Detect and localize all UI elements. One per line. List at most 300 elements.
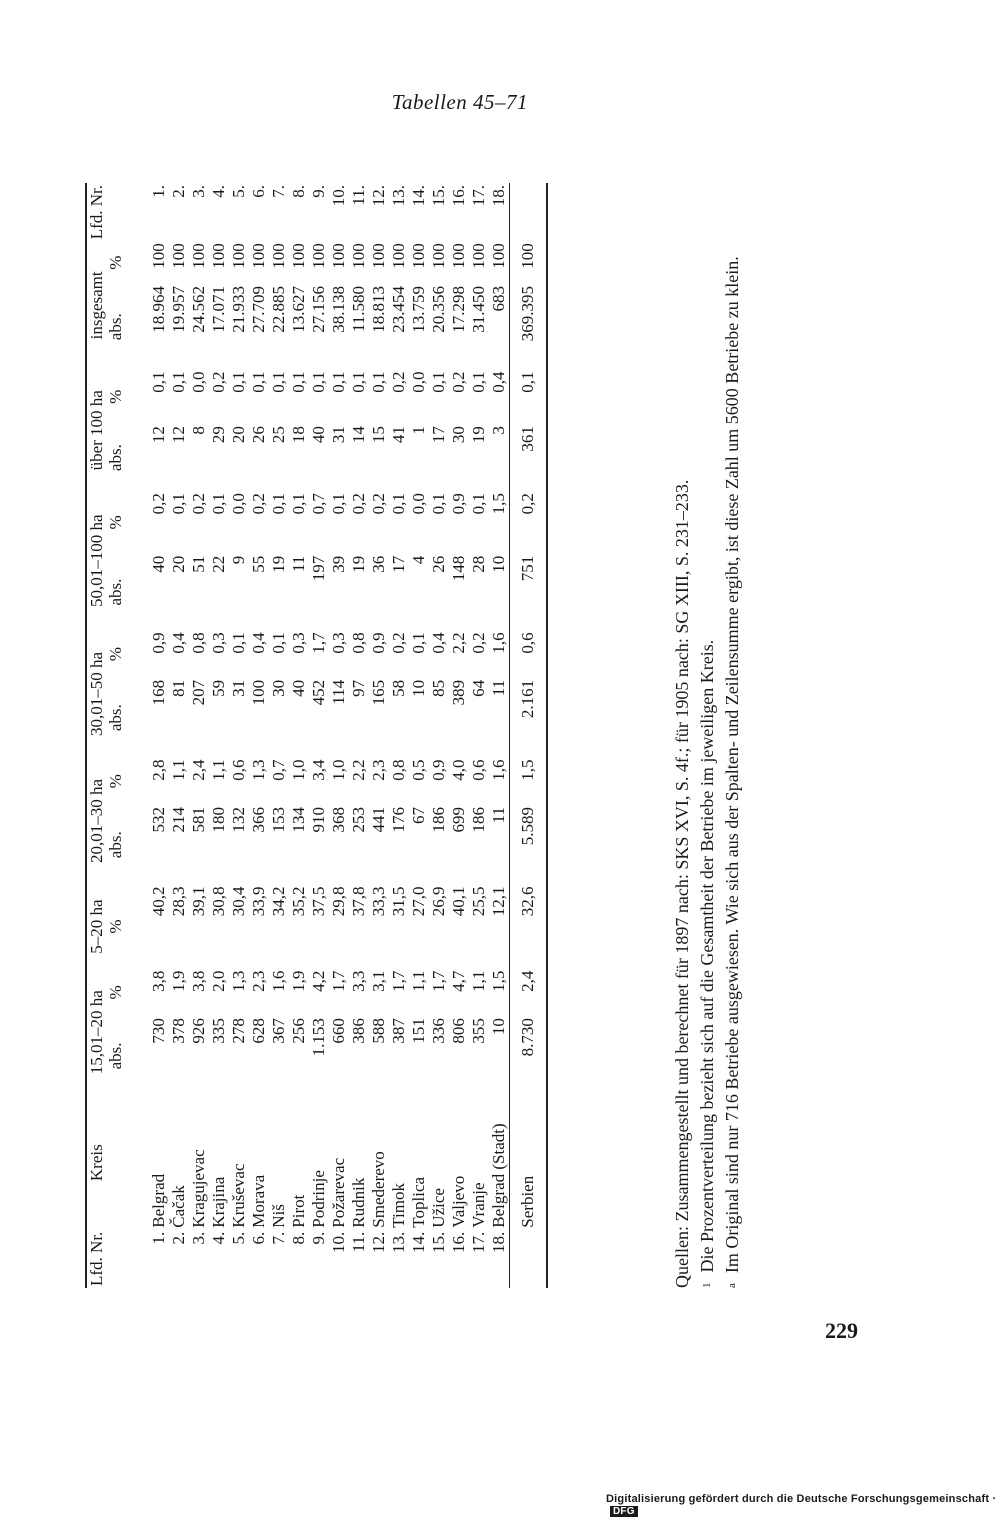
row-cell: 3,1	[369, 970, 388, 992]
row-cell: 29	[209, 426, 228, 444]
row-cell: 3,4	[309, 759, 328, 781]
row-cell: 85	[429, 679, 448, 697]
row-cell: 40	[289, 679, 308, 697]
row-cell: 256	[289, 1018, 308, 1044]
row-cell: 27,0	[409, 886, 428, 917]
row-cell: 0,1	[409, 632, 428, 654]
row-cell: 0,5	[409, 759, 428, 781]
row-cell: 368	[329, 806, 348, 833]
row-cell: 28	[469, 555, 488, 573]
row-cell: 1,0	[329, 759, 348, 781]
row-cell: 1,6	[489, 632, 508, 654]
row-cell: 0,6	[469, 759, 488, 781]
row-cell: 452	[309, 679, 328, 706]
row-cell: 10	[409, 679, 428, 697]
page-number: 229	[825, 1318, 858, 1343]
table-row	[389, 183, 409, 1288]
row-cell: 1,5	[489, 970, 508, 992]
row-kreis-name: Toplica	[409, 1176, 428, 1228]
row-cell: 0,1	[469, 493, 488, 515]
row-cell: 0,9	[369, 632, 388, 654]
page-header-title: Tabellen 45–71	[391, 90, 528, 114]
row-cell: 0,0	[229, 493, 248, 515]
row-cell: 31	[329, 426, 348, 444]
row-number: 12.	[369, 1231, 388, 1253]
row-number: 10.	[329, 1231, 348, 1253]
row-cell: 30	[269, 679, 288, 697]
row-kreis-name: Niš	[269, 1204, 288, 1228]
header-sub: abs.	[106, 1042, 125, 1070]
total-cell: 100	[510, 241, 548, 284]
row-cell: 168	[149, 679, 168, 706]
row-number-right: 12.	[369, 185, 388, 207]
row-cell: 0,1	[329, 493, 348, 515]
header-group-4: 30,01–50 ha	[87, 651, 106, 736]
total-cell: 751	[510, 554, 548, 631]
row-cell: 0,2	[449, 371, 468, 393]
footnote-a-marker: a	[726, 1283, 738, 1288]
header-lfd-nr: Lfd. Nr.	[87, 1231, 106, 1286]
row-cell: 0,4	[249, 632, 268, 654]
row-cell: 100	[229, 243, 248, 269]
row-cell: 100	[189, 243, 208, 269]
total-cell: 32,6	[510, 885, 548, 969]
row-cell: 1,6	[489, 759, 508, 781]
row-cell: 197	[309, 555, 328, 582]
footnote-a	[720, 183, 745, 1288]
row-number-right: 18.	[489, 185, 508, 207]
row-cell: 0,2	[209, 371, 228, 393]
sources-note: Quellen: Zusammengestellt und berechnet für 1897 nach: SKS XVI, S. 4f.; für 1905 nach: SG XIII, S. 231–233.	[672, 479, 692, 1288]
row-cell: 31	[229, 679, 248, 697]
row-cell: 3,8	[189, 970, 208, 992]
row-cell: 441	[369, 806, 388, 833]
row-cell: 25,5	[469, 886, 488, 917]
row-cell: 532	[149, 806, 168, 833]
header-lfd-nr-right: Lfd. Nr.	[87, 185, 106, 240]
row-cell: 11	[489, 679, 508, 697]
row-cell: 1,7	[429, 970, 448, 992]
footnote-1	[695, 183, 720, 1288]
row-cell: 11	[489, 806, 508, 824]
table-row	[249, 183, 269, 1288]
row-number-right: 10.	[329, 185, 348, 207]
row-cell: 1,1	[469, 970, 488, 992]
row-cell: 40	[309, 426, 328, 444]
row-number-right: 17.	[469, 185, 488, 207]
row-cell: 17	[429, 426, 448, 444]
row-cell: 12,1	[489, 886, 508, 917]
table-row	[189, 183, 209, 1288]
row-cell: 35,2	[289, 886, 308, 917]
row-cell: 30,8	[209, 886, 228, 917]
row-cell: 176	[389, 806, 408, 833]
row-number: 2.	[169, 1231, 188, 1245]
dfg-footer	[606, 1493, 1000, 1517]
row-cell: 29,8	[329, 886, 348, 917]
header-sub: abs.	[106, 444, 125, 472]
row-number-right: 7.	[269, 185, 288, 198]
row-cell: 97	[349, 679, 368, 697]
row-number-right: 14.	[409, 185, 428, 207]
row-cell: 37,5	[309, 886, 328, 917]
total-cell: 5.589	[510, 805, 548, 885]
row-cell: 11	[289, 555, 308, 573]
row-cell: 1,5	[489, 493, 508, 515]
row-cell: 58	[389, 679, 408, 697]
row-cell: 378	[169, 1018, 188, 1044]
row-cell: 0,2	[189, 493, 208, 515]
row-cell: 33,3	[369, 886, 388, 917]
row-cell: 100	[169, 243, 188, 269]
row-kreis-name: Čačak	[169, 1185, 188, 1228]
row-cell: 1,3	[229, 970, 248, 992]
row-cell: 0,1	[229, 371, 248, 393]
row-cell: 39	[329, 555, 348, 573]
row-cell: 0,2	[389, 371, 408, 393]
row-cell: 33,9	[249, 886, 268, 917]
row-cell: 27.709	[249, 285, 268, 333]
row-cell: 699	[449, 806, 468, 833]
row-cell: 926	[189, 1018, 208, 1044]
row-cell: 21.933	[229, 285, 248, 333]
row-cell: 0,1	[289, 371, 308, 393]
row-cell: 0,0	[409, 493, 428, 515]
row-cell: 0,8	[189, 632, 208, 654]
row-cell: 0,1	[469, 371, 488, 393]
row-number-right: 4.	[209, 185, 228, 198]
row-number: 4.	[209, 1231, 228, 1245]
row-cell: 30	[449, 426, 468, 444]
row-cell: 910	[309, 806, 328, 833]
row-number-right: 9.	[309, 185, 328, 198]
row-cell: 100	[269, 243, 288, 269]
row-cell: 132	[229, 806, 248, 833]
row-cell: 15	[369, 426, 388, 444]
table-row	[229, 183, 249, 1288]
row-cell: 0,3	[329, 632, 348, 654]
row-cell: 100	[489, 243, 508, 269]
row-number: 9.	[309, 1231, 328, 1245]
row-kreis-name: Pirot	[289, 1194, 308, 1228]
row-cell: 1	[409, 426, 428, 435]
row-kreis-name: Morava	[249, 1174, 268, 1228]
total-cell: 1,5	[510, 757, 548, 805]
row-cell: 0,8	[349, 632, 368, 654]
row-cell: 0,1	[429, 493, 448, 515]
row-cell: 24.562	[189, 285, 208, 333]
table-row	[269, 183, 289, 1288]
total-cell: 2,4	[510, 969, 548, 1017]
row-cell: 0,1	[169, 371, 188, 393]
row-cell: 366	[249, 806, 268, 833]
row-cell: 1,3	[249, 759, 268, 781]
row-cell: 1,9	[289, 970, 308, 992]
row-cell: 0,1	[229, 632, 248, 654]
row-cell: 0,7	[269, 759, 288, 781]
row-cell: 11.580	[349, 285, 368, 333]
footnote-1-marker: 1	[701, 1282, 713, 1288]
row-cell: 0,4	[169, 632, 188, 654]
row-cell: 20	[229, 426, 248, 444]
row-cell: 23.454	[389, 285, 408, 333]
row-cell: 3,3	[349, 970, 368, 992]
row-cell: 36	[369, 555, 388, 573]
row-cell: 0,3	[289, 632, 308, 654]
row-cell: 100	[249, 679, 268, 706]
row-cell: 100	[209, 243, 228, 269]
row-cell: 0,9	[449, 493, 468, 515]
row-cell: 40,1	[449, 886, 468, 917]
row-cell: 19	[349, 555, 368, 573]
table-row	[209, 183, 229, 1288]
row-number: 7.	[269, 1231, 288, 1245]
row-cell: 100	[149, 243, 168, 269]
row-cell: 2,2	[449, 632, 468, 654]
row-number: 3.	[189, 1231, 208, 1245]
row-cell: 367	[269, 1018, 288, 1044]
row-cell: 100	[429, 243, 448, 269]
row-cell: 336	[429, 1018, 448, 1044]
footnote-a-text: Im Original sind nur 716 Betriebe ausgewiesen. Wie sich aus der Spalten- und Zeilensumme ergibt, ist diese Zahl um 5600 Betriebe zu klein.	[722, 256, 742, 1274]
rotated-page-content	[85, 183, 742, 1288]
data-table	[85, 183, 548, 1288]
row-number-right: 6.	[249, 185, 268, 198]
row-cell: 0,1	[209, 493, 228, 515]
row-cell: 0,6	[229, 759, 248, 781]
row-cell: 151	[409, 1018, 428, 1044]
row-cell: 0,1	[369, 371, 388, 393]
row-kreis-name: Belgrad (Stadt)	[489, 1123, 508, 1228]
row-cell: 660	[329, 1018, 348, 1044]
row-cell: 165	[369, 679, 388, 706]
row-cell: 64	[469, 679, 488, 697]
row-cell: 253	[349, 806, 368, 833]
row-cell: 0,2	[249, 493, 268, 515]
row-cell: 0,1	[269, 371, 288, 393]
row-cell: 0,9	[149, 632, 168, 654]
row-kreis-name: Timok	[389, 1182, 408, 1228]
row-cell: 25	[269, 426, 288, 444]
row-cell: 683	[489, 285, 508, 312]
total-blank	[510, 1230, 548, 1288]
row-cell: 30,4	[229, 886, 248, 917]
row-cell: 20	[169, 555, 188, 573]
row-number-right: 2.	[169, 185, 188, 198]
header-group-6: über 100 ha	[87, 390, 106, 471]
row-cell: 1,1	[209, 759, 228, 781]
row-number-right: 1.	[149, 185, 168, 198]
row-cell: 13.627	[289, 285, 308, 333]
total-cell: 0,6	[510, 630, 548, 678]
row-cell: 0,1	[429, 371, 448, 393]
row-cell: 12	[149, 426, 168, 444]
row-cell: 0,0	[189, 371, 208, 393]
row-cell: 67	[409, 806, 428, 824]
row-number-right: 11.	[349, 185, 368, 206]
row-cell: 2,4	[189, 759, 208, 781]
row-cell: 134	[289, 806, 308, 833]
row-cell: 100	[309, 243, 328, 269]
row-cell: 4	[409, 555, 428, 565]
header-sub: %	[106, 985, 125, 1000]
row-number-right: 3.	[189, 185, 208, 198]
row-cell: 55	[249, 555, 268, 573]
row-cell: 26	[249, 426, 268, 444]
row-cell: 100	[289, 243, 308, 269]
row-cell: 9	[229, 555, 248, 565]
row-cell: 4,7	[449, 970, 468, 992]
row-cell: 1,7	[309, 632, 328, 654]
row-cell: 278	[229, 1018, 248, 1044]
total-cell: 361	[510, 424, 548, 491]
header-sub: abs.	[106, 831, 125, 859]
row-cell: 59	[209, 679, 228, 697]
row-cell: 588	[369, 1018, 388, 1044]
table-row	[309, 183, 329, 1288]
header-group-5: 50,01–100 ha	[87, 514, 106, 607]
row-cell: 17.071	[209, 285, 228, 333]
row-cell: 148	[449, 555, 468, 582]
row-kreis-name: Smederevo	[369, 1151, 388, 1228]
row-cell: 628	[249, 1018, 268, 1044]
row-cell: 28,3	[169, 886, 188, 917]
row-cell: 100	[349, 243, 368, 269]
row-cell: 207	[189, 679, 208, 706]
row-cell: 806	[449, 1018, 468, 1044]
table-row	[329, 183, 349, 1288]
row-cell: 0,1	[269, 493, 288, 515]
row-cell: 0,4	[429, 632, 448, 654]
row-cell: 0,1	[149, 371, 168, 393]
row-cell: 18.964	[149, 285, 168, 333]
row-cell: 40	[149, 555, 168, 573]
total-cell: 369.395	[510, 284, 548, 370]
row-number: 11.	[349, 1231, 368, 1253]
row-cell: 1,1	[169, 759, 188, 781]
table-total-row	[510, 183, 548, 1288]
row-number: 1.	[149, 1231, 168, 1245]
header-sub: %	[106, 389, 125, 404]
footer-text: Digitalisierung gefördert durch die Deutsche Forschungsgemeinschaft ·	[606, 1493, 997, 1505]
row-cell: 37,8	[349, 886, 368, 917]
row-cell: 100	[449, 243, 468, 269]
header-sub: %	[106, 647, 125, 662]
row-cell: 1,0	[289, 759, 308, 781]
row-kreis-name: Rudnik	[349, 1177, 368, 1228]
row-number: 13.	[389, 1231, 408, 1253]
row-kreis-name: Valjevo	[449, 1175, 468, 1228]
row-cell: 0,1	[249, 371, 268, 393]
table-row	[449, 183, 469, 1288]
row-cell: 22	[209, 555, 228, 573]
row-cell: 100	[329, 243, 348, 269]
total-cell: 8.730	[510, 1016, 548, 1096]
row-cell: 10	[489, 555, 508, 573]
row-cell: 1,7	[389, 970, 408, 992]
row-cell: 2,3	[369, 759, 388, 781]
row-cell: 39,1	[189, 886, 208, 917]
row-cell: 26,9	[429, 886, 448, 917]
header-group-3: 20,01–30 ha	[87, 778, 106, 864]
row-number: 8.	[289, 1231, 308, 1245]
row-kreis-name: Užice	[429, 1188, 448, 1228]
row-cell: 27.156	[309, 285, 328, 333]
row-cell: 186	[429, 806, 448, 833]
row-cell: 387	[389, 1018, 408, 1044]
total-blank	[510, 183, 548, 241]
row-number-right: 8.	[289, 185, 308, 198]
row-cell: 0,1	[169, 493, 188, 515]
row-kreis-name: Podrinje	[309, 1170, 328, 1228]
row-cell: 26	[429, 555, 448, 573]
row-cell: 100	[249, 243, 268, 269]
footnote-1-text: Die Prozentverteilung bezieht sich auf die Gesamtheit der Betriebe im jeweiligen Kreis.	[697, 639, 717, 1273]
row-cell: 1,7	[329, 970, 348, 992]
row-cell: 186	[469, 806, 488, 833]
row-number: 14.	[409, 1231, 428, 1253]
row-cell: 17.298	[449, 285, 468, 333]
table-row	[289, 183, 309, 1288]
row-kreis-name: Kragujevac	[189, 1149, 208, 1228]
row-cell: 18	[289, 426, 308, 444]
row-cell: 0,2	[369, 493, 388, 515]
row-cell: 1,9	[169, 970, 188, 992]
header-sub: %	[106, 774, 125, 789]
row-cell: 0,1	[389, 493, 408, 515]
row-kreis-name: Vranje	[469, 1182, 488, 1228]
table-row	[489, 183, 510, 1288]
row-cell: 13.759	[409, 285, 428, 333]
row-cell: 335	[209, 1018, 228, 1044]
row-number: 15.	[429, 1231, 448, 1253]
row-number: 6.	[249, 1231, 268, 1245]
row-cell: 0,1	[329, 371, 348, 393]
row-cell: 1,1	[409, 970, 428, 992]
row-cell: 4,2	[309, 970, 328, 992]
dfg-logo: DFG	[610, 1506, 638, 1517]
row-cell: 19	[469, 426, 488, 444]
row-cell: 581	[189, 806, 208, 833]
header-group-2: 5–20 ha	[87, 899, 106, 954]
row-cell: 100	[409, 243, 428, 269]
header-sub: abs.	[106, 313, 125, 341]
row-cell: 0,1	[349, 371, 368, 393]
footnotes	[670, 183, 745, 1288]
table-row	[149, 183, 169, 1288]
header-group-7: insgesamt	[87, 271, 106, 340]
row-cell: 0,1	[309, 371, 328, 393]
header-sub: %	[106, 919, 125, 934]
row-cell: 2,8	[149, 759, 168, 781]
row-cell: 0,2	[389, 632, 408, 654]
row-cell: 17	[389, 555, 408, 573]
row-cell: 0,3	[209, 632, 228, 654]
row-number-right: 15.	[429, 185, 448, 207]
table-row	[349, 183, 369, 1288]
row-cell: 0,8	[389, 759, 408, 781]
table-row	[169, 183, 189, 1288]
row-cell: 19	[269, 555, 288, 573]
header-sub: abs.	[106, 704, 125, 732]
table-row	[469, 183, 489, 1288]
total-cell: 0,2	[510, 491, 548, 554]
row-cell: 41	[389, 426, 408, 444]
table-row	[369, 183, 389, 1288]
row-cell: 31,5	[389, 886, 408, 917]
row-cell: 14	[349, 426, 368, 444]
row-cell: 389	[449, 679, 468, 706]
